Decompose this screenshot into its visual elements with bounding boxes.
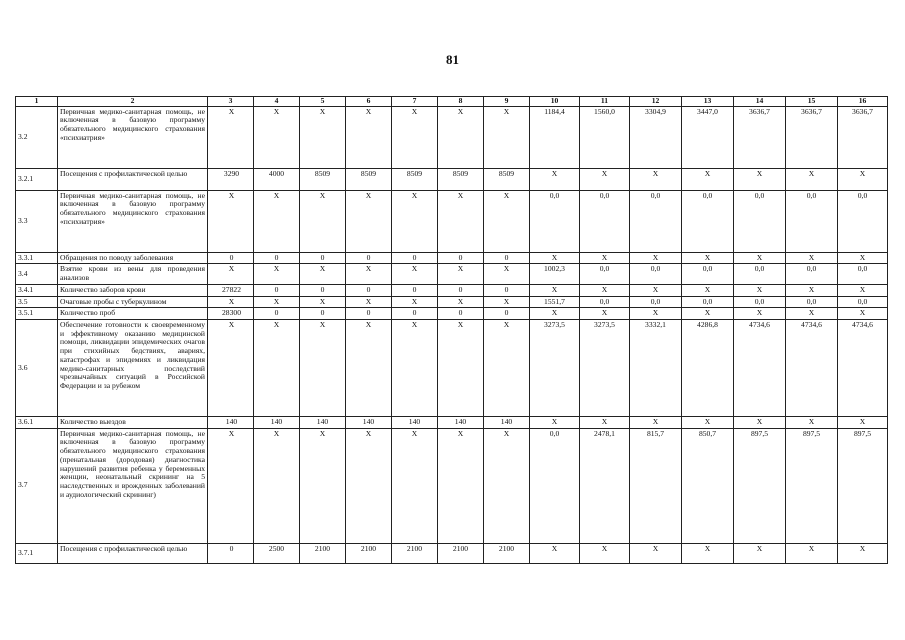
- value-cell: X: [838, 284, 888, 296]
- value-cell: 0,0: [580, 296, 630, 308]
- value-cell: X: [786, 308, 838, 320]
- value-cell: X: [734, 168, 786, 190]
- value-cell: X: [438, 428, 484, 543]
- value-cell: 3447,0: [682, 106, 734, 168]
- value-cell: X: [682, 284, 734, 296]
- value-cell: 4000: [254, 168, 300, 190]
- value-cell: X: [300, 296, 346, 308]
- row-number: 3.5: [16, 296, 58, 308]
- row-description: Очаговые пробы с туберкулином: [58, 296, 208, 308]
- value-cell: 140: [300, 417, 346, 429]
- value-cell: X: [208, 264, 254, 284]
- value-cell: X: [786, 252, 838, 264]
- value-cell: 0: [392, 252, 438, 264]
- value-cell: X: [580, 252, 630, 264]
- value-cell: X: [838, 168, 888, 190]
- value-cell: 0,0: [838, 296, 888, 308]
- value-cell: 2100: [392, 543, 438, 563]
- table-row: [16, 428, 888, 543]
- value-cell: 0: [484, 284, 530, 296]
- value-cell: 28300: [208, 308, 254, 320]
- value-cell: 0,0: [786, 190, 838, 252]
- value-cell: X: [786, 168, 838, 190]
- value-cell: 0: [392, 284, 438, 296]
- value-cell: X: [346, 190, 392, 252]
- table-row: [16, 106, 888, 168]
- value-cell: X: [734, 417, 786, 429]
- value-cell: 0,0: [630, 190, 682, 252]
- value-cell: 0: [346, 308, 392, 320]
- value-cell: X: [530, 543, 580, 563]
- row-description: Обращения по поводу заболевания: [58, 252, 208, 264]
- column-header: 5: [300, 97, 346, 107]
- column-header: 12: [630, 97, 682, 107]
- value-cell: X: [254, 296, 300, 308]
- value-cell: X: [734, 308, 786, 320]
- value-cell: X: [484, 296, 530, 308]
- value-cell: X: [208, 296, 254, 308]
- value-cell: 2500: [254, 543, 300, 563]
- value-cell: X: [530, 417, 580, 429]
- value-cell: X: [786, 417, 838, 429]
- value-cell: 0,0: [630, 264, 682, 284]
- value-cell: X: [208, 106, 254, 168]
- value-cell: X: [734, 252, 786, 264]
- value-cell: X: [838, 417, 888, 429]
- value-cell: 0: [484, 252, 530, 264]
- value-cell: 2100: [438, 543, 484, 563]
- value-cell: 3636,7: [838, 106, 888, 168]
- value-cell: 0,0: [734, 296, 786, 308]
- column-header: 4: [254, 97, 300, 107]
- value-cell: X: [484, 106, 530, 168]
- row-description: Посещения с профилактической целью: [58, 168, 208, 190]
- value-cell: 8509: [392, 168, 438, 190]
- row-number: 3.5.1: [16, 308, 58, 320]
- table-header-row: [16, 97, 888, 107]
- value-cell: X: [392, 106, 438, 168]
- value-cell: X: [300, 190, 346, 252]
- value-cell: 4734,6: [838, 320, 888, 417]
- value-cell: 8509: [438, 168, 484, 190]
- value-cell: X: [630, 417, 682, 429]
- table-row: [16, 417, 888, 429]
- value-cell: X: [254, 320, 300, 417]
- value-cell: X: [438, 320, 484, 417]
- value-cell: X: [438, 106, 484, 168]
- value-cell: 0: [208, 252, 254, 264]
- value-cell: X: [300, 320, 346, 417]
- value-cell: 8509: [484, 168, 530, 190]
- value-cell: X: [838, 543, 888, 563]
- value-cell: X: [208, 320, 254, 417]
- value-cell: 8509: [300, 168, 346, 190]
- value-cell: X: [630, 284, 682, 296]
- column-header: 2: [58, 97, 208, 107]
- row-description: Первичная медико-санитарная помощь, не включенная в базовую программу обязательного медицинского страхования «психиатрия»: [58, 190, 208, 252]
- column-header: 7: [392, 97, 438, 107]
- value-cell: 0,0: [838, 264, 888, 284]
- value-cell: X: [580, 308, 630, 320]
- value-cell: X: [580, 543, 630, 563]
- value-cell: 8509: [346, 168, 392, 190]
- value-cell: 0: [300, 284, 346, 296]
- value-cell: 0,0: [682, 264, 734, 284]
- value-cell: X: [484, 320, 530, 417]
- value-cell: X: [438, 264, 484, 284]
- value-cell: 0,0: [682, 190, 734, 252]
- column-header: 6: [346, 97, 392, 107]
- table-row: [16, 320, 888, 417]
- value-cell: 0,0: [630, 296, 682, 308]
- row-description: Количество заборов крови: [58, 284, 208, 296]
- row-number: 3.7: [16, 428, 58, 543]
- value-cell: 0: [438, 308, 484, 320]
- page-number: 81: [446, 52, 459, 67]
- column-header: 8: [438, 97, 484, 107]
- value-cell: X: [530, 308, 580, 320]
- value-cell: 0,0: [530, 428, 580, 543]
- value-cell: 0: [254, 308, 300, 320]
- row-description: Взятие крови из вены для проведения анализов: [58, 264, 208, 284]
- value-cell: 4734,6: [734, 320, 786, 417]
- value-cell: 0: [438, 252, 484, 264]
- value-cell: X: [682, 308, 734, 320]
- value-cell: X: [530, 284, 580, 296]
- value-cell: X: [630, 252, 682, 264]
- column-header: 16: [838, 97, 888, 107]
- value-cell: X: [484, 428, 530, 543]
- value-cell: 3636,7: [734, 106, 786, 168]
- value-cell: 3273,5: [530, 320, 580, 417]
- value-cell: 0: [438, 284, 484, 296]
- value-cell: X: [346, 320, 392, 417]
- row-description: Посещения с профилактической целью: [58, 543, 208, 563]
- value-cell: 4286,8: [682, 320, 734, 417]
- value-cell: 3290: [208, 168, 254, 190]
- value-cell: 897,5: [734, 428, 786, 543]
- value-cell: 27822: [208, 284, 254, 296]
- row-description: Первичная медико-санитарная помощь, не включенная в базовую программу обязательного медицинского страхования (пренатальная (дородовая) диагностика нарушений развития ребенка у беременных женщин, неонатальный скрининг на 5 наследственных и врожденных заболеваний и аудиологический скрининг): [58, 428, 208, 543]
- value-cell: 140: [346, 417, 392, 429]
- value-cell: X: [530, 252, 580, 264]
- value-cell: 0: [392, 308, 438, 320]
- table-row: [16, 264, 888, 284]
- value-cell: 0: [254, 284, 300, 296]
- table-row: [16, 543, 888, 563]
- value-cell: X: [254, 190, 300, 252]
- value-cell: X: [208, 190, 254, 252]
- value-cell: X: [300, 428, 346, 543]
- row-number: 3.3: [16, 190, 58, 252]
- value-cell: 0,0: [786, 264, 838, 284]
- value-cell: 2100: [346, 543, 392, 563]
- value-cell: 0,0: [580, 264, 630, 284]
- value-cell: X: [682, 168, 734, 190]
- value-cell: X: [682, 417, 734, 429]
- value-cell: X: [630, 308, 682, 320]
- value-cell: 0,0: [734, 190, 786, 252]
- value-cell: X: [630, 168, 682, 190]
- value-cell: X: [838, 308, 888, 320]
- value-cell: X: [254, 106, 300, 168]
- value-cell: 140: [254, 417, 300, 429]
- value-cell: 3636,7: [786, 106, 838, 168]
- column-header: 1: [16, 97, 58, 107]
- value-cell: X: [484, 264, 530, 284]
- column-header: 13: [682, 97, 734, 107]
- value-cell: X: [346, 296, 392, 308]
- value-cell: X: [580, 417, 630, 429]
- value-cell: 897,5: [786, 428, 838, 543]
- data-table: [15, 96, 888, 564]
- column-header: 9: [484, 97, 530, 107]
- table-row: [16, 308, 888, 320]
- value-cell: 3304,9: [630, 106, 682, 168]
- row-description: Первичная медико-санитарная помощь, не включенная в базовую программу обязательного медицинского страхования «психиатрия»: [58, 106, 208, 168]
- value-cell: 850,7: [682, 428, 734, 543]
- value-cell: X: [254, 428, 300, 543]
- value-cell: 140: [392, 417, 438, 429]
- value-cell: 0: [208, 543, 254, 563]
- column-header: 10: [530, 97, 580, 107]
- value-cell: X: [786, 284, 838, 296]
- table-row: [16, 190, 888, 252]
- value-cell: X: [580, 284, 630, 296]
- value-cell: 0: [346, 284, 392, 296]
- value-cell: 140: [208, 417, 254, 429]
- value-cell: X: [346, 264, 392, 284]
- row-number: 3.4: [16, 264, 58, 284]
- value-cell: X: [484, 190, 530, 252]
- value-cell: 0: [346, 252, 392, 264]
- column-header: 3: [208, 97, 254, 107]
- table-row: [16, 284, 888, 296]
- value-cell: 0: [300, 252, 346, 264]
- value-cell: 0: [300, 308, 346, 320]
- value-cell: 0,0: [530, 190, 580, 252]
- value-cell: 2100: [484, 543, 530, 563]
- value-cell: X: [580, 168, 630, 190]
- value-cell: 1560,0: [580, 106, 630, 168]
- value-cell: 140: [484, 417, 530, 429]
- value-cell: 0,0: [786, 296, 838, 308]
- value-cell: 1002,3: [530, 264, 580, 284]
- value-cell: X: [392, 296, 438, 308]
- value-cell: X: [254, 264, 300, 284]
- value-cell: 140: [438, 417, 484, 429]
- row-number: 3.2.1: [16, 168, 58, 190]
- table-row: [16, 168, 888, 190]
- value-cell: X: [300, 106, 346, 168]
- value-cell: X: [630, 543, 682, 563]
- column-header: 15: [786, 97, 838, 107]
- value-cell: X: [346, 106, 392, 168]
- row-description: Количество выездов: [58, 417, 208, 429]
- value-cell: X: [734, 284, 786, 296]
- value-cell: 2478,1: [580, 428, 630, 543]
- value-cell: 897,5: [838, 428, 888, 543]
- row-number: 3.2: [16, 106, 58, 168]
- value-cell: 0: [484, 308, 530, 320]
- value-cell: 1184,4: [530, 106, 580, 168]
- value-cell: X: [392, 190, 438, 252]
- table-body: [16, 97, 888, 564]
- row-number: 3.4.1: [16, 284, 58, 296]
- value-cell: X: [438, 296, 484, 308]
- row-description: Обеспечение готовности к своевременному и эффективному оказанию медицинской помощи, ликвидации эпидемических очагов при стихийных бедствиях, авариях, катастрофах и эпидемиях и ликвидация медико-санитарных последствий чрезвычайных ситуаций в Российской Федерации и за рубежом: [58, 320, 208, 417]
- value-cell: X: [786, 543, 838, 563]
- value-cell: X: [734, 543, 786, 563]
- column-header: 14: [734, 97, 786, 107]
- value-cell: 0: [254, 252, 300, 264]
- row-number: 3.7.1: [16, 543, 58, 563]
- value-cell: 3332,1: [630, 320, 682, 417]
- value-cell: 815,7: [630, 428, 682, 543]
- table-row: [16, 252, 888, 264]
- value-cell: X: [392, 264, 438, 284]
- value-cell: 0,0: [734, 264, 786, 284]
- value-cell: X: [392, 428, 438, 543]
- value-cell: 0,0: [682, 296, 734, 308]
- row-description: Количество проб: [58, 308, 208, 320]
- value-cell: X: [838, 252, 888, 264]
- value-cell: X: [392, 320, 438, 417]
- row-number: 3.6.1: [16, 417, 58, 429]
- value-cell: X: [682, 252, 734, 264]
- value-cell: 0,0: [580, 190, 630, 252]
- column-header: 11: [580, 97, 630, 107]
- value-cell: X: [346, 428, 392, 543]
- row-number: 3.3.1: [16, 252, 58, 264]
- table-row: [16, 296, 888, 308]
- value-cell: X: [438, 190, 484, 252]
- value-cell: X: [300, 264, 346, 284]
- value-cell: X: [682, 543, 734, 563]
- value-cell: 3273,5: [580, 320, 630, 417]
- value-cell: X: [530, 168, 580, 190]
- value-cell: 1551,7: [530, 296, 580, 308]
- value-cell: 2100: [300, 543, 346, 563]
- value-cell: X: [208, 428, 254, 543]
- value-cell: 0,0: [838, 190, 888, 252]
- value-cell: 4734,6: [786, 320, 838, 417]
- row-number: 3.6: [16, 320, 58, 417]
